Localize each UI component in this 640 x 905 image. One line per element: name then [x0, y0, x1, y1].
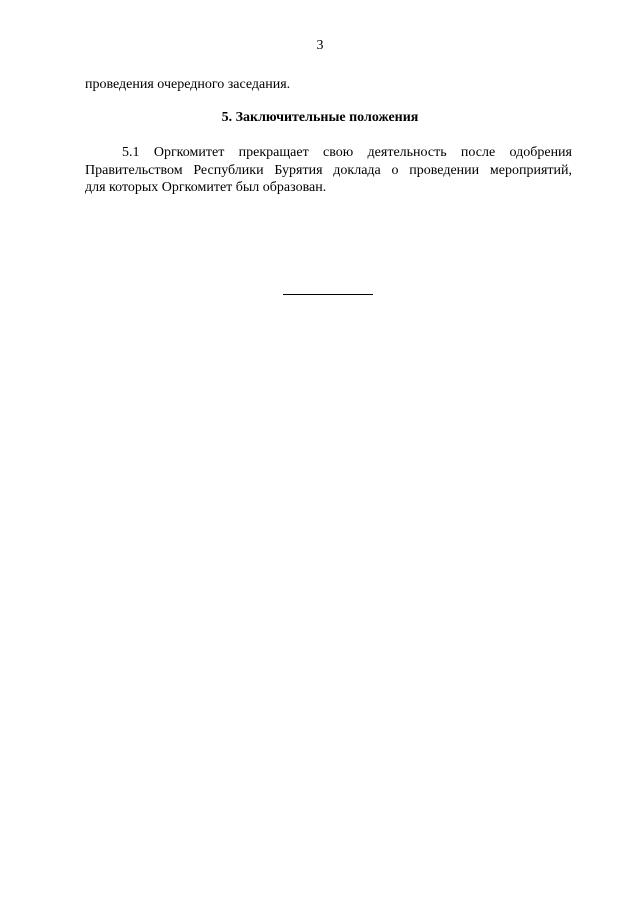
- section-heading: 5. Заключительные положения: [221, 110, 419, 125]
- paragraph-line: Правительством Республики Бурятия доклада о проведении мероприятий,: [85, 162, 572, 178]
- paragraph-line: 5.1 Оргкомитет прекращает свою деятельность после одобрения: [122, 145, 572, 160]
- continuation-text: проведения очередного заседания.: [85, 77, 291, 92]
- page-number: 3: [316, 38, 324, 53]
- paragraph-line: для которых Оргкомитет был образован.: [85, 180, 327, 195]
- end-of-document-rule: [283, 294, 373, 295]
- paragraph-5-1: [85, 144, 572, 197]
